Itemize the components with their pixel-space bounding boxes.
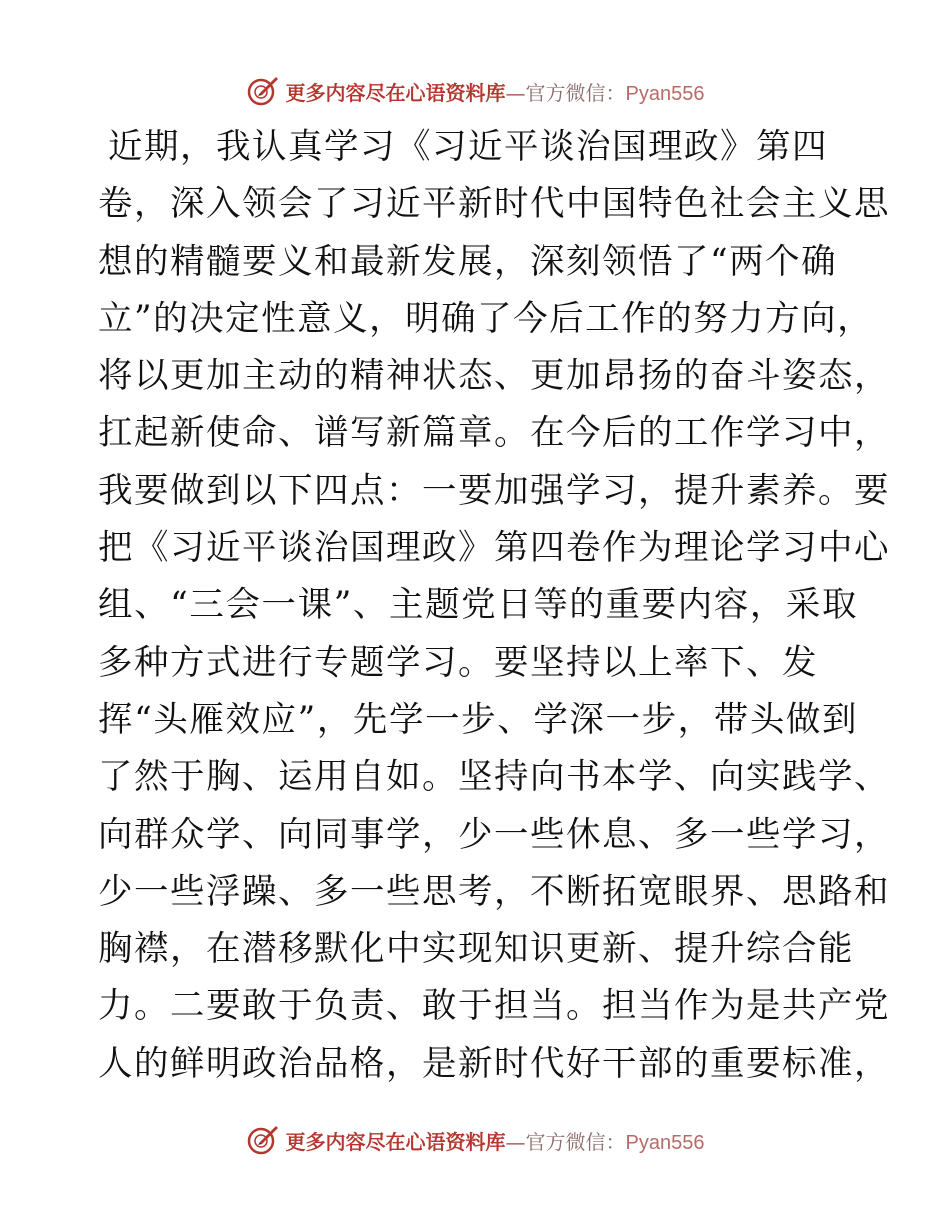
- body-line: 少一些浮躁、多一些思考，不断拓宽眼界、思路和: [98, 871, 890, 912]
- body-line: 了然于胸、运用自如。坚持向书本学、向实践学、: [98, 757, 890, 798]
- body-line: 扛起新使命、谱写新篇章。在今后的工作学习中，: [98, 413, 890, 454]
- pen-logo-icon: [246, 1123, 280, 1157]
- body-line: 组、“三会一课”、主题党日等的重要内容，采取: [98, 585, 858, 626]
- body-line: 力。二要敢于负责、敢于担当。担当作为是共产党: [98, 986, 890, 1027]
- body-line: 立”的决定性意义，明确了今后工作的努力方向，: [98, 298, 874, 339]
- header-wechat-id: Pyan556: [625, 82, 705, 105]
- body-line: 近期，我认真学习《习近平谈治国理政》第四: [108, 127, 828, 167]
- pen-logo-icon: [246, 74, 280, 108]
- body-line: 挥“头雁效应”，先学一步、学深一步，带头做到: [98, 699, 858, 740]
- body-line: 卷，深入领会了习近平新时代中国特色社会主义思: [98, 184, 890, 225]
- body-line: 我要做到以下四点：一要加强学习，提升素养。要: [98, 470, 890, 511]
- footer-banner-main: 更多内容尽在心语资料库: [285, 1129, 506, 1154]
- header-banner-main: 更多内容尽在心语资料库: [285, 80, 506, 105]
- header-banner-text: [286, 77, 705, 106]
- body-line: 人的鲜明政治品格，是新时代好干部的重要标准，: [98, 1043, 890, 1084]
- body-line: 想的精髓要义和最新发展，深刻领悟了“两个确: [98, 241, 838, 282]
- body-line: 胸襟，在潜移默化中实现知识更新、提升综合能: [98, 929, 854, 970]
- footer-banner-official: 官方微信：: [525, 1129, 626, 1154]
- footer-banner-text: [286, 1126, 705, 1155]
- document-body: [98, 119, 890, 1093]
- body-line: 多种方式进行专题学习。要坚持以上率下、发: [98, 642, 818, 683]
- footer-banner: [0, 1120, 950, 1160]
- header-banner-dash: —: [505, 80, 526, 105]
- footer-wechat-id: Pyan556: [625, 1131, 705, 1154]
- body-line: 向群众学、向同事学，少一些休息、多一些学习，: [98, 814, 890, 855]
- body-line: 将以更加主动的精神状态、更加昂扬的奋斗姿态，: [98, 356, 890, 397]
- body-line: 把《习近平谈治国理政》第四卷作为理论学习中心: [98, 528, 890, 569]
- header-banner-official: 官方微信：: [525, 80, 626, 105]
- header-banner: [0, 71, 950, 111]
- footer-banner-dash: —: [505, 1129, 526, 1154]
